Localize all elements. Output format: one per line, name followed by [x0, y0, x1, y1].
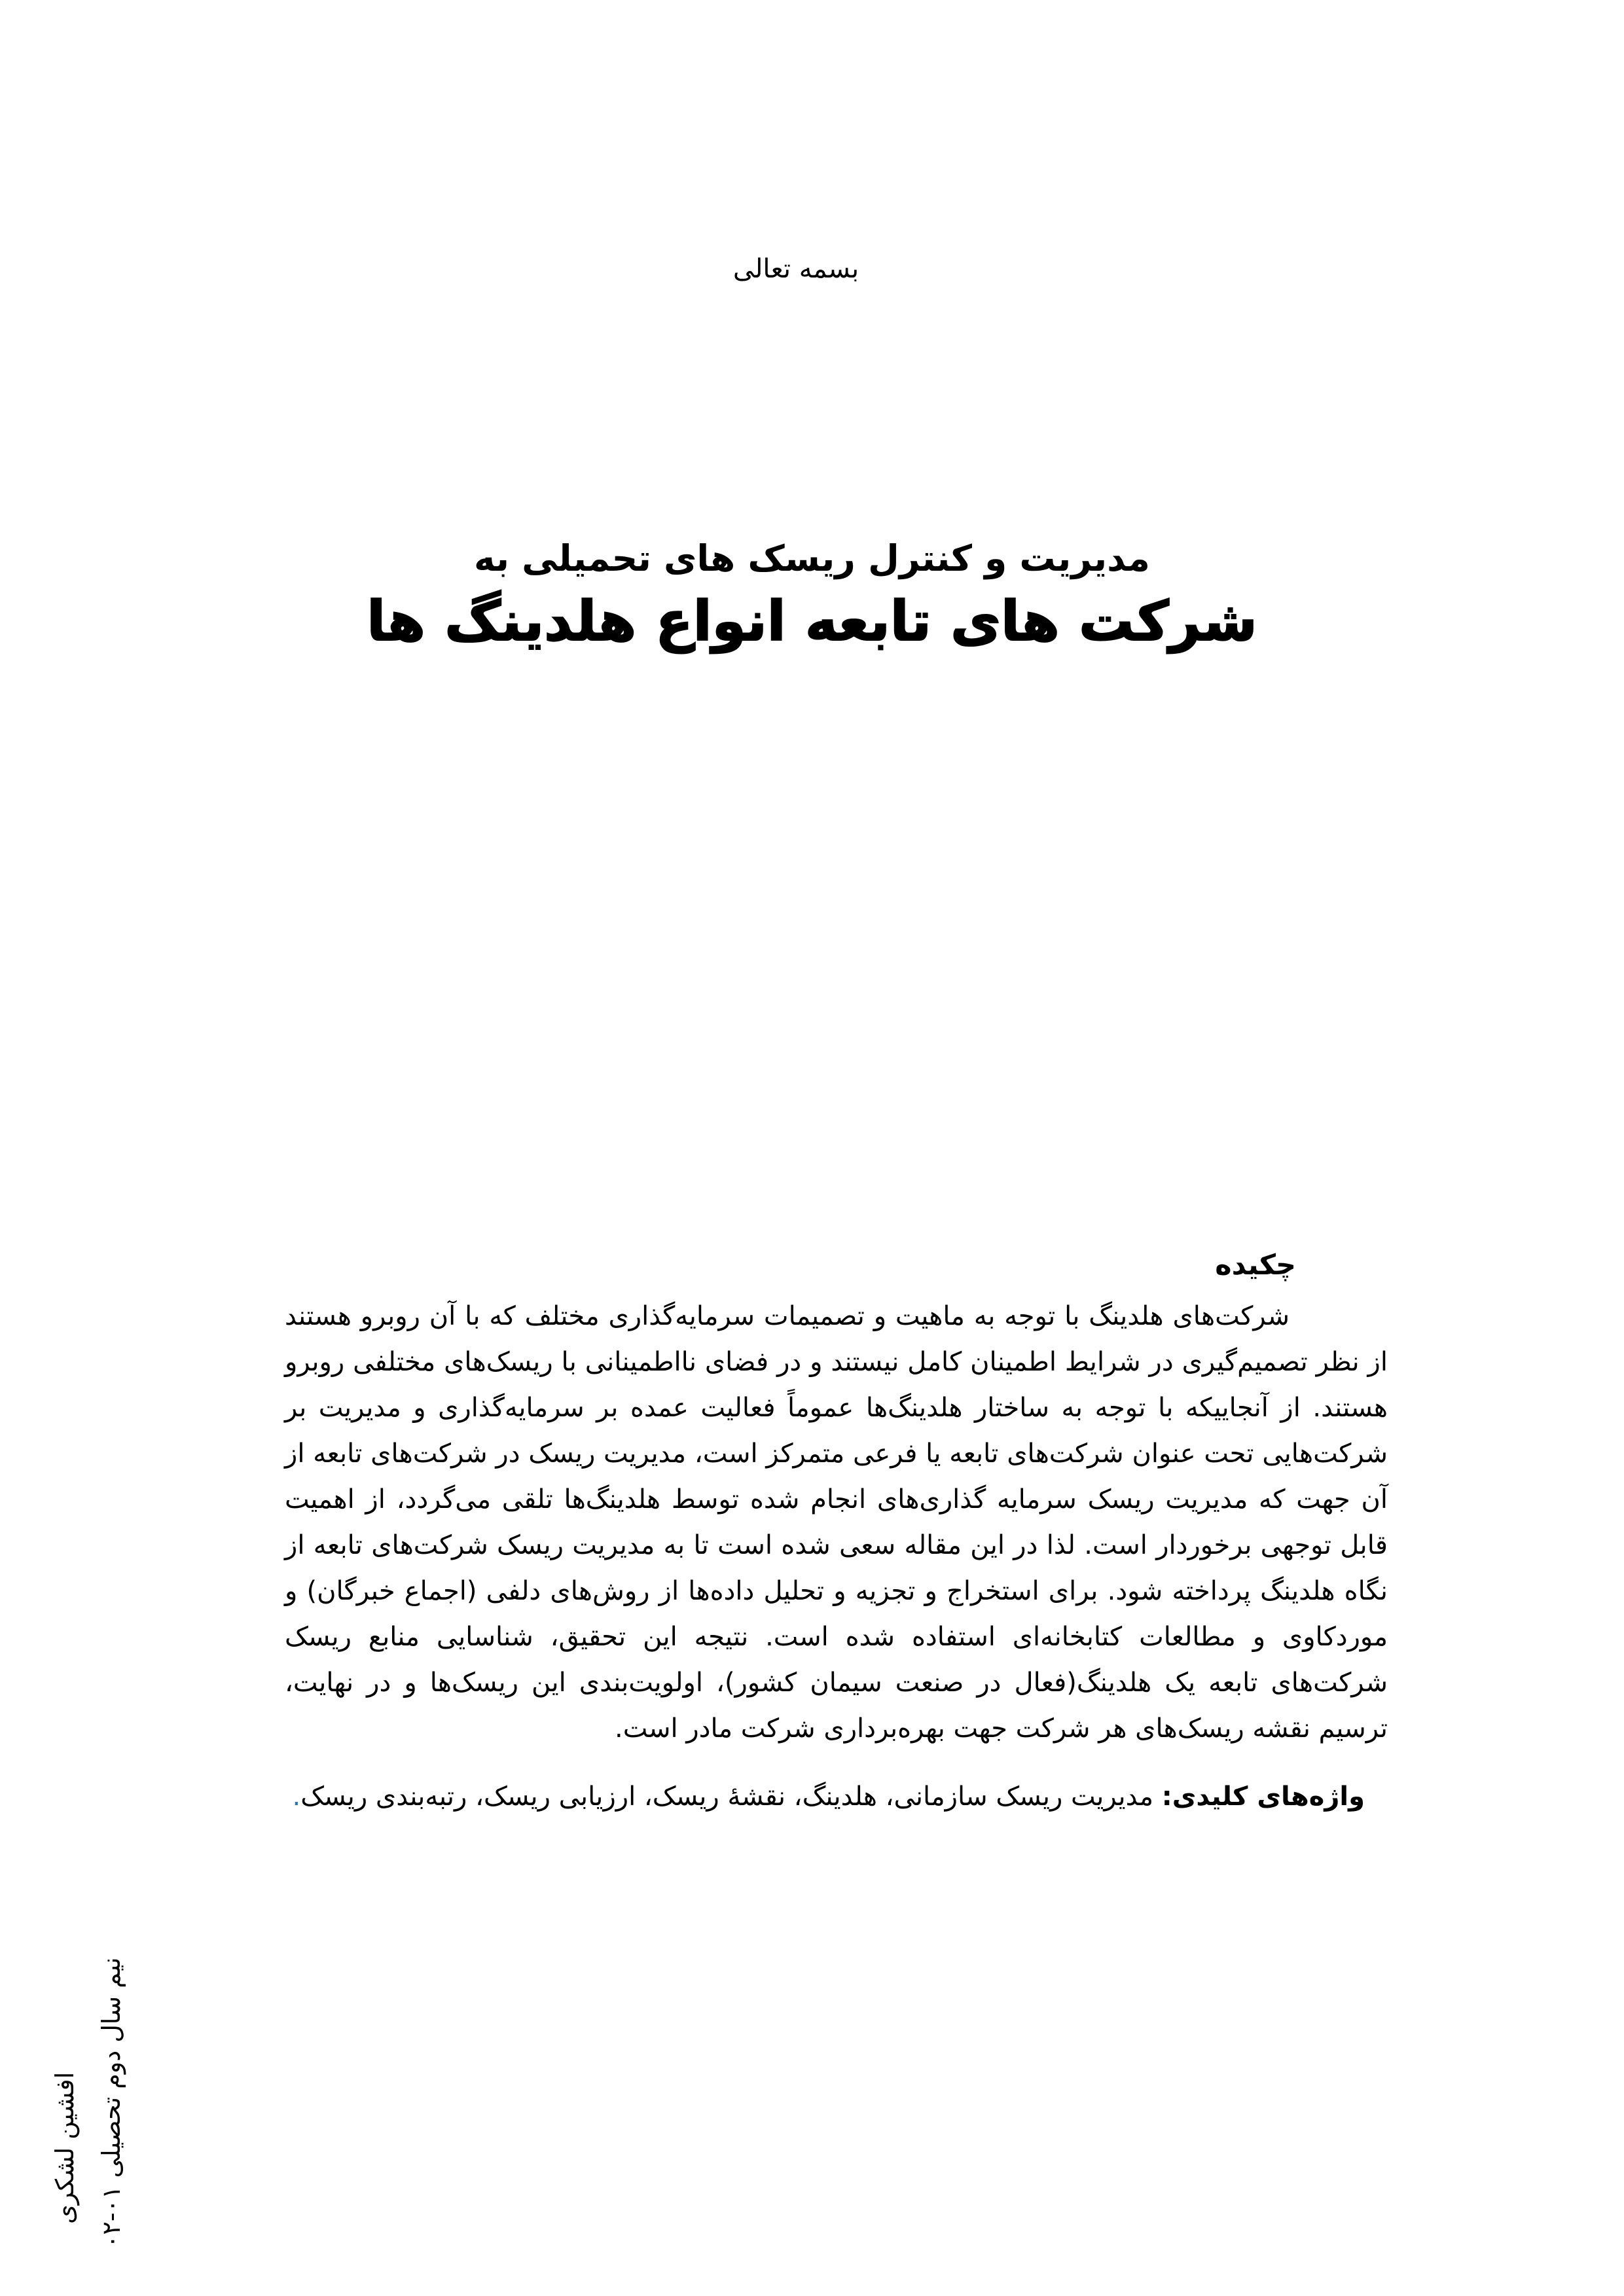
keywords-line: [285, 1774, 1365, 1820]
footer-author-text: افشین لشکری: [50, 2072, 79, 2224]
abstract-body: شرکت‌های هلدینگ با توجه به ماهیت و تصمیمات سرمایه‌گذاری مختلف که با آن روبرو هستند از نظر تصمیم‌گیری در شرایط اطمینان کامل نیستند و در فضای نااطمینانی با ریسک‌های مختلفی روبرو هستند. از آنجاییکه با توجه به ساختار هلدینگ‌ها عموماً فعالیت عمده بر سرمایه‌گذاری و مدیریت بر شرکت‌هایی تحت عنوان شرکت‌های تابعه یا فرعی متمرکز است، مدیریت ریسک در شرکت‌های تابعه از آن جهت که مدیریت ریسک سرمایه گذاری‌های انجام شده توسط هلدینگ‌ها تلقی می‌گردد، از اهمیت قابل توجهی برخوردار است. لذا در این مقاله سعی شده است تا به مدیریت ریسک شرکت‌های تابعه از نگاه هلدینگ پرداخته شود. برای استخراج و تجزیه و تحلیل داده‌ها از روش‌های دلفی (اجماع خبرگان) و موردکاوی و مطالعات کتابخانه‌ای استفاده شده است. نتیجه این تحقیق، شناسایی منابع ریسک شرکت‌های تابعه یک هلدینگ(فعال در صنعت سیمان کشور)، اولویت‌بندی این ریسک‌ها و در نهایت، ترسیم نقشه ریسک‌های هر شرکت جهت بهره‌برداری شرکت مادر است.: [285, 1301, 1388, 1744]
abstract-heading: چکیده: [1215, 1249, 1296, 1282]
keywords-label: واژه‌های کلیدی:: [1161, 1782, 1365, 1812]
keywords-text: مدیریت ریسک سازمانی، هلدینگ، نقشۀ ریسک، ارزیابی ریسک، رتبه‌بندی ریسک: [300, 1782, 1162, 1812]
footer-semester-text: نیم سال دوم تحصیلی ۰۱-۰۲: [97, 1957, 126, 2248]
besmele-text: بسمه تعالی: [732, 254, 859, 284]
keywords-period: .: [292, 1782, 301, 1812]
paper-title: [0, 538, 1624, 656]
paper-title-line-2: شرکت های تابعه انواع هلدینگ ها: [367, 589, 1257, 654]
abstract-section: [285, 1249, 1388, 1820]
paper-title-line-1: مدیریت و کنترل ریسک های تحمیلی به: [474, 537, 1150, 579]
